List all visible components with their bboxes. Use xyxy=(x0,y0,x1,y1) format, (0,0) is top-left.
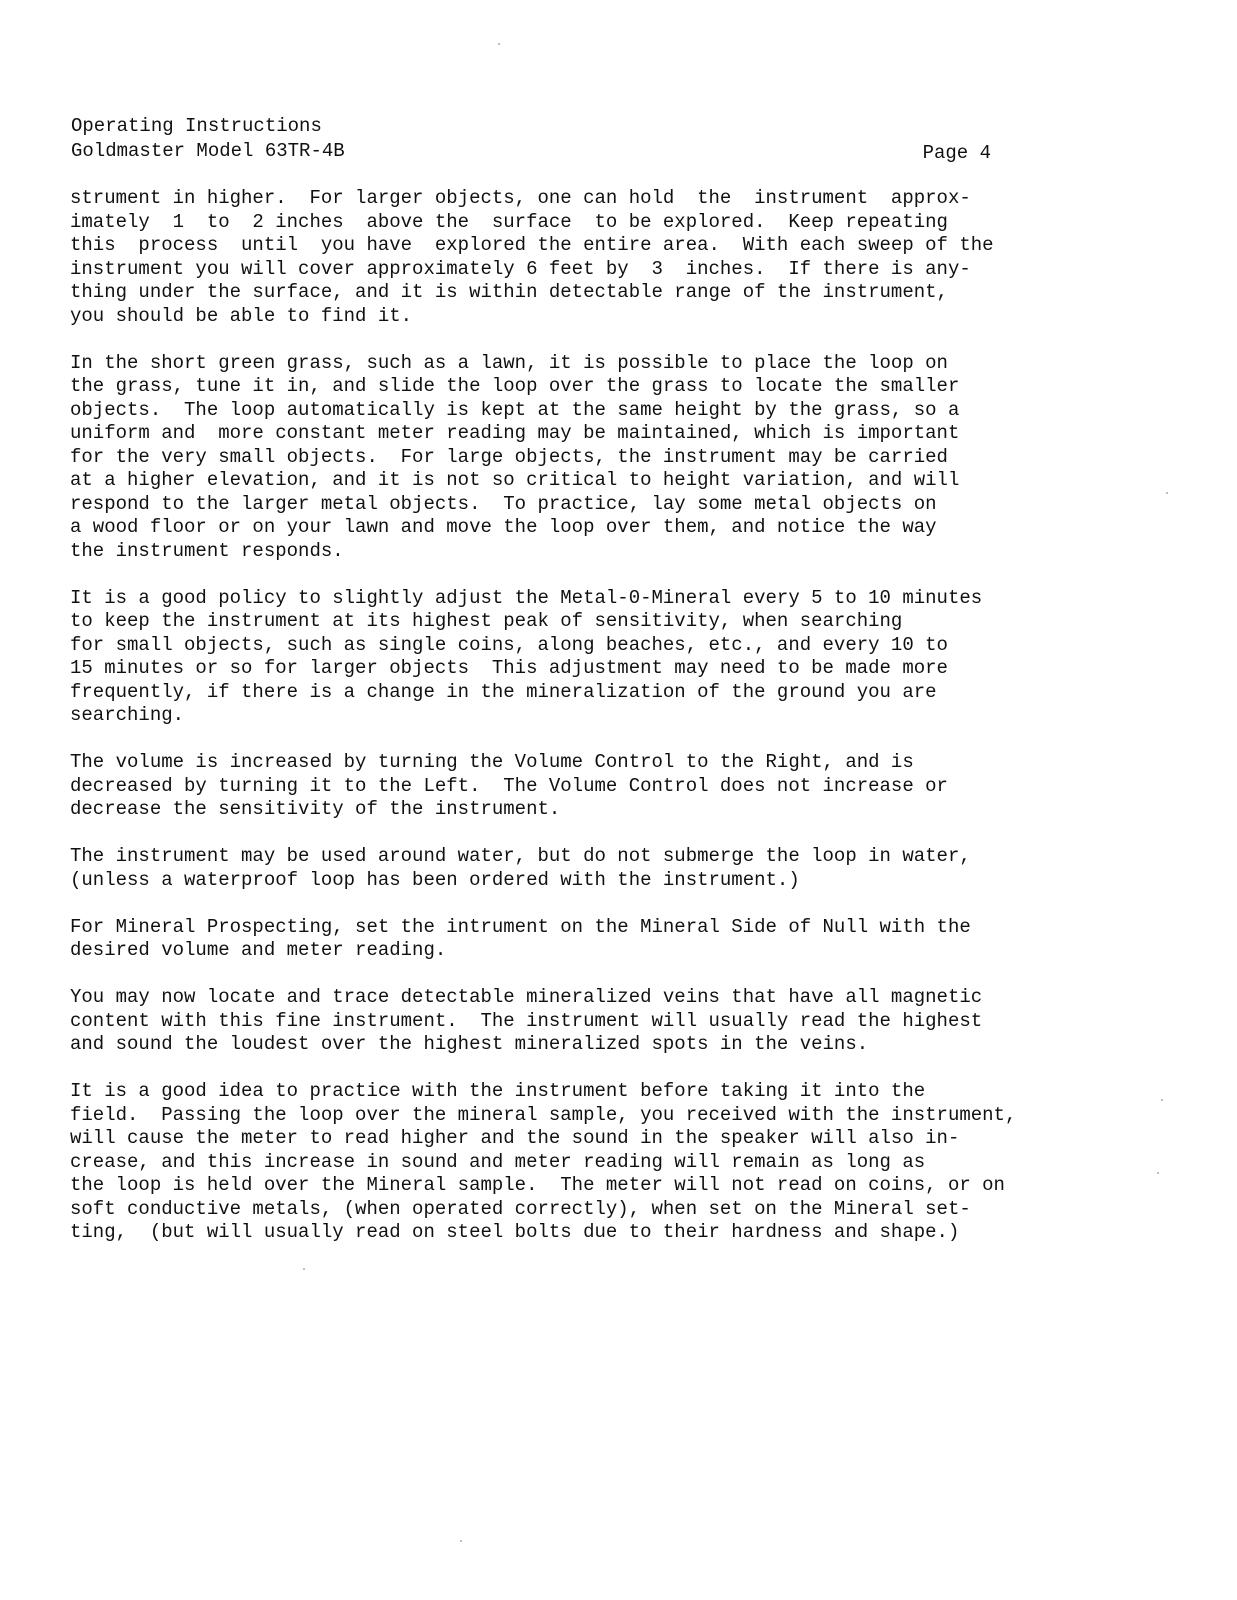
text-line: instrument you will cover approximately 6 feet by 3 inches. If there is any- xyxy=(70,257,971,280)
text-line: It is a good idea to practice with the instrument before taking it into the xyxy=(70,1080,926,1102)
text-line: 15 minutes or so for larger objects This adjustment may need to be made more xyxy=(70,657,948,679)
text-line: searching. xyxy=(70,704,185,726)
text-line: the instrument responds. xyxy=(70,539,344,562)
text-line: uniform and more constant meter reading may be maintained, which is important xyxy=(70,422,960,444)
paragraph xyxy=(70,916,1150,963)
text-line: (unless a waterproof loop has been ordered with the instrument.) xyxy=(70,868,800,891)
model-name: Goldmaster Model 63TR-4B xyxy=(71,140,345,162)
text-line: the loop is held over the Mineral sample. The meter will not read on coins, or on xyxy=(70,1174,1005,1196)
text-line: respond to the larger metal objects. To practice, lay some metal objects on xyxy=(70,492,937,515)
paragraph xyxy=(70,187,1150,328)
document-title: Operating Instructions xyxy=(71,115,322,137)
text-line: The instrument may be used around water, but do not submerge the loop in water, xyxy=(70,845,971,867)
text-line: soft conductive metals, (when operated correctly), when set on the Mineral set- xyxy=(70,1197,971,1220)
text-line: strument in higher. For larger objects, one can hold the instrument approx- xyxy=(70,187,971,209)
text-line: The volume is increased by turning the Volume Control to the Right, and is xyxy=(70,751,914,773)
text-line: at a higher elevation, and it is not so critical to height variation, and will xyxy=(70,469,960,491)
text-line: field. Passing the loop over the mineral sample, you received with the instrument, xyxy=(70,1103,1017,1126)
text-line: frequently, if there is a change in the mineralization of the ground you are xyxy=(70,680,937,703)
scan-speck xyxy=(303,1268,305,1270)
text-line: crease, and this increase in sound and meter reading will remain as long as xyxy=(70,1150,926,1173)
text-line: In the short green grass, such as a lawn, it is possible to place the loop on xyxy=(70,351,948,374)
document-header xyxy=(71,114,991,164)
text-line: thing under the surface, and it is within detectable range of the instrument, xyxy=(70,281,948,303)
scan-speck xyxy=(460,1540,462,1542)
text-line: For Mineral Prospecting, set the intrument on the Mineral Side of Null with the xyxy=(70,915,971,938)
paragraph xyxy=(70,845,1150,892)
paragraph xyxy=(70,751,1150,822)
page-number: Page 4 xyxy=(922,142,991,164)
scan-speck xyxy=(498,43,500,45)
text-line: a wood floor or on your lawn and move the loop over them, and notice the way xyxy=(70,516,937,538)
text-line: to keep the instrument at its highest peak of sensitivity, when searching xyxy=(70,610,903,632)
text-line: content with this fine instrument. The instrument will usually read the highest xyxy=(70,1009,983,1032)
text-line: for small objects, such as single coins, along beaches, etc., and every 10 to xyxy=(70,633,948,656)
text-line: desired volume and meter reading. xyxy=(70,939,447,961)
paragraph xyxy=(70,1080,1150,1245)
text-line: the grass, tune it in, and slide the loop over the grass to locate the smaller xyxy=(70,375,960,397)
scan-speck xyxy=(1157,1172,1159,1174)
text-line: you should be able to find it. xyxy=(70,304,413,327)
text-line: and sound the loudest over the highest mineralized spots in the veins. xyxy=(70,1033,869,1055)
paragraph xyxy=(70,986,1150,1057)
text-line: ting, (but will usually read on steel bolts due to their hardness and shape.) xyxy=(70,1221,960,1243)
text-line: imately 1 to 2 inches above the surface to be explored. Keep repeating xyxy=(70,210,948,233)
text-line: decrease the sensitivity of the instrument. xyxy=(70,798,561,820)
scan-speck xyxy=(1161,1099,1163,1101)
paragraph xyxy=(70,352,1150,564)
text-line: decreased by turning it to the Left. The Volume Control does not increase or xyxy=(70,774,948,797)
text-line: will cause the meter to read higher and the sound in the speaker will also in- xyxy=(70,1127,960,1149)
text-line: for the very small objects. For large objects, the instrument may be carried xyxy=(70,445,948,468)
document-body xyxy=(70,187,1150,1268)
text-line: this process until you have explored the entire area. With each sweep of the xyxy=(70,234,994,256)
text-line: objects. The loop automatically is kept at the same height by the grass, so a xyxy=(70,398,960,421)
scan-speck xyxy=(1166,492,1168,494)
text-line: It is a good policy to slightly adjust the Metal-0-Mineral every 5 to 10 minutes xyxy=(70,586,983,609)
paragraph xyxy=(70,587,1150,728)
text-line: You may now locate and trace detectable mineralized veins that have all magnetic xyxy=(70,986,983,1008)
